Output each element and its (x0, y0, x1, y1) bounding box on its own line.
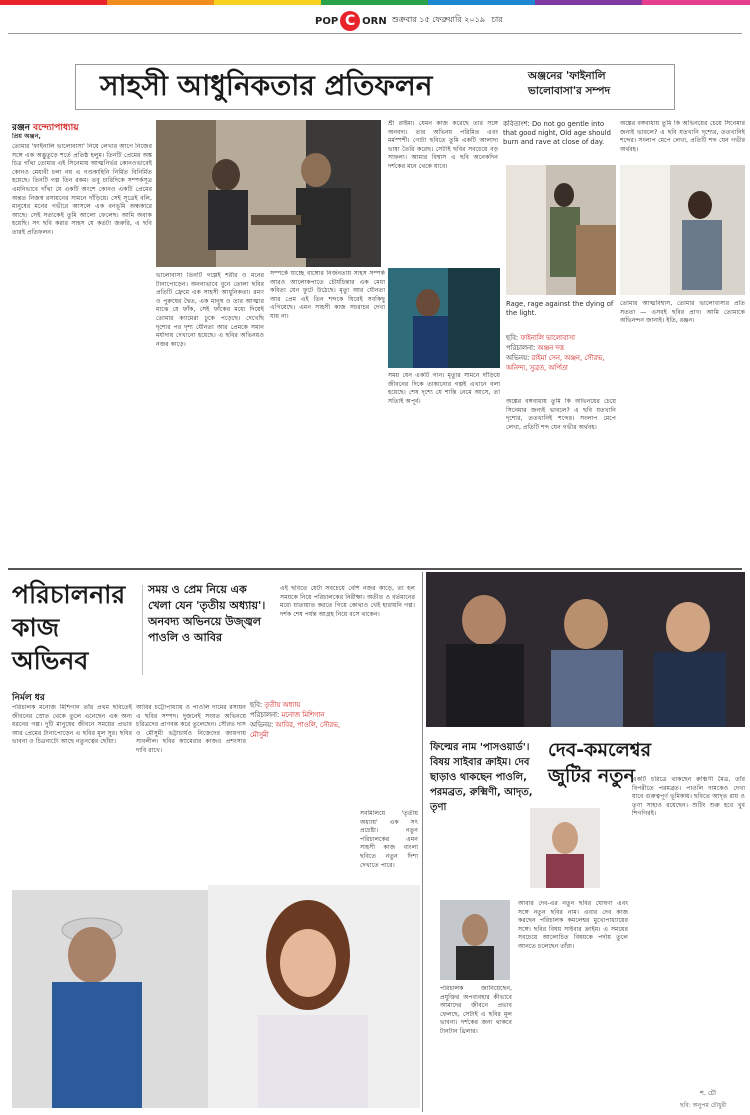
page-number: চার (491, 15, 503, 24)
byline-first: রঞ্জন (12, 123, 31, 133)
review-credits-box (506, 333, 616, 393)
story3-body-3: পরিচালক জানিয়েছেন, প্রযুক্তির অপব্যবহার কীভাবে আমাদের জীবনে প্রভাব ফেলছে, সেটাই এ ছবির মূল ভাবনা। দর্শকের জন্য থাকবে টানটান থ্রিলার। (440, 985, 512, 1035)
review-col-4: সম্পর্কে যাচ্ছে বাঙ্গোর নির্জনতায় সাহস সম্পর্ক আরও আলোকপাতে চৌর্যচিন্তার এক মেধা কবিতা যেন ফুটে উঠেছে। মৃত্যু আর যৌনতা আর প্রেম এই তিন শব্দকে ঘিরেই সবকিছু এগিয়েছে। এমন সাহসী কাজ সচরাচর দেখা যায় না। (270, 270, 385, 320)
story3-photo-credit: ছবি: অনুপম চৌধুরী (680, 1102, 727, 1109)
story2-photo-man (12, 890, 212, 1108)
review-headline: সাহসী আধুনিকতার প্রতিফলন (100, 69, 433, 102)
story2-body-4: সবমিলিয়ে 'তৃতীয় অধ্যায়' এক সৎ প্রচেষ্টা। নতুন পরিচালকের এমন সাহসী কাজ বাংলা ছবিতে নতুন দিশা দেখাতে পারে। (360, 810, 418, 869)
review-credit-row: পরিচালনা: অঞ্জন দত্ত (506, 344, 564, 352)
review-subhead-line2: ভালোবাসা'র সম্পদ (528, 85, 611, 97)
popcorn-logo (315, 10, 387, 32)
review-subhead (528, 69, 678, 99)
story3-photo-man (440, 900, 510, 980)
review-photo-5 (506, 165, 616, 295)
review-quote-1: কবিতাংশ: Do not go gentle into that good night, Old age should burn and rave at close of day. (503, 120, 611, 146)
masthead-rule (8, 33, 742, 34)
review-credit-row: ছবি: ফাইনালি ভালোবাসা (506, 334, 576, 342)
dateline (392, 14, 503, 27)
review-salutation: প্রিয় অঞ্জন, (12, 133, 41, 140)
story2-byline: নির্মল ধর (12, 693, 45, 703)
review-col-9: অঙ্কের বঙ্গবাধায় তুমি কি অভিনয়ের চেয়ে সিনেমার জন্যই ভাবলে? এ ছবি যতখানি দৃশ্যের, ততখানিই শব্দের। সংলাপ মেপে লেখা, প্রতিটি শব্দ যেন গভীর অর্থবহ। (506, 398, 616, 431)
story3-headline-line1: দেব-কমলেশ্বর (548, 739, 652, 761)
story2-credit-row: ছবি: তৃতীয় অধ্যায় (250, 701, 301, 709)
review-photo-6 (620, 165, 745, 295)
story2-credit-row: পরিচালনা: মনোজ মিশিগান (250, 711, 325, 719)
review-subhead-line1: অঞ্জনের 'ফাইনালি (528, 70, 606, 82)
story3-photo-woman (530, 808, 600, 888)
story3-headline-line2: জুটির নতুন (548, 765, 635, 787)
story2-body-3b: এই ছবিতে যেটা সবচেয়ে বেশি নজর কাড়ে, তা হল সময়কে নিয়ে পরিচালকের নিরীক্ষা। অতীত ও বর্তমানের মধ্যে যাতায়াত করতে গিয়ে কোথাও খেই হারায়নি গল্প। দর্শক শেষ পর্যন্ত আগ্রহ নিয়ে বসে থাকেন। (280, 585, 415, 618)
dateline-date: শুক্রবার ১৫ ফেব্রুয়ারি ২০১৯ (392, 15, 486, 24)
byline-last: বন্দ্যোপাধ্যায় (33, 123, 79, 133)
review-col-8: তোমার আত্মবিশ্বাস, তোমার ভালোবাসার প্রতি সততা — এসবই ছবির প্রাণ। আমি তোমাকে অভিনন্দন জানাই। ইতি, রঞ্জন। (620, 300, 745, 325)
masthead-color-bar (0, 0, 750, 5)
story2-subhead-rule (142, 585, 143, 675)
story3-body-2: একটি চরিত্রে থাকছেন রুক্মিণী মৈত্র, তাঁর বিপরীতে পরমব্রত। পাওলি দামকেও দেখা যাবে গুরুত্বপূর্ণ ভূমিকায়। ছবিতে আদৃত রায় ও তৃণা সাহাও রয়েছেন। শুটিং শুরু হবে খুব শিগগিরই। (632, 776, 745, 818)
review-col-2: ভালোবাসা তিনটি গল্পেই শরীর ও মনের টানাপোড়েন। অনন্যভাবে বুনে তোলা ছবির প্রতিটি ফ্রেমে এক সাহসী আধুনিকতা। রমণ ও পুরুষের দ্বৈত, এক মানুষ ও তার আত্মার মাঝে যে ফাঁক, সেই ফাঁকের মধ্যে দিয়েই তোমার ক্যামেরা ঢুকে পড়েছে। দেখেছি দৃশ্যের পর দৃশ্য যৌনতা আর প্রেমকে সমান মর্যাদায় দেখানো হয়েছে। এ ছবির অভিনয়ও নজর কাড়ে। (156, 272, 264, 348)
story3-body-1b: আবার দেব-এর নতুন ছবির ঘোষণা এবং সঙ্গে নতুন ছবির নাম। এবার দেব কাজ করছেন পরিচালক কমলেশ্বর মুখোপাধ্যায়ের সঙ্গে। ছবির বিষয় সাইবার ক্রাইম। এ সময়ের সবচেয়ে আলোচিত বিষয়কে পর্দায় তুলে আনতে চলেছেন তাঁরা। (518, 900, 628, 950)
review-col-7: সময় যেন একটি গান। মৃত্যুর সামনে দাঁড়িয়ে জীবনের দিকে তাকানোর গল্পই এখানে বলা হয়েছে। শেষ দৃশ্যে যে শান্তি নেমে আসে, তা সত্যিই অপূর্ব। (388, 372, 500, 405)
review-quote-2: Rage, rage against the dying of the light. (506, 300, 614, 317)
logo-c-mark: C (340, 11, 360, 31)
story2-credit-row: অভিনয়: আবির, পাওলি, সৌরভ, মৌসুমী (250, 721, 341, 739)
logo-pop: POP (315, 15, 339, 27)
review-photo-7 (388, 268, 500, 368)
story2-subhead: সময় ও প্রেম নিয়ে এক খেলা যেন 'তৃতীয় অধ্যায়'। অনবদ্য অভিনয়ে উজ্জ্বল পাওলি ও আবির (148, 583, 266, 644)
review-col-1: তোমার 'ফাইনালি ভালোবাসা' নিয়ে লেখার আগে নিজের সঙ্গে এক অদ্ভুতুড়ে শর্তে প্রতিষ্ঠ হলুম। তিনটি প্রেমের অঙ্ক চিত্র গাঁথা তোমার এই সিনেমায় আত্মনির্ভর কোনওভাবেই কোনও মেধাবী চলা নয় এ গণ্ডকাহিনি নির্মিত বিনির্মিত হয়েছে। তিনটি গল্প তিন রকম। তবু চারিদিকে সম্পর্কসূত্র এমনিভাবে গাঁথা যে একটি অংশে কোনও একটি প্রেমের অন্তত নিজস্ব রসায়নের সামনে দাঁড়িয়ে। সেই সূত্রেই বলি, মানুষের মনের গভীরে আসলে এক বনভূমি অন্ধকারে আছে। সেই সত্যকেই তুমি আলো ফেলেছ। আমি অবাক হয়েছি। সৎ ছবি করার সাহস যে কতটা জরুরি, এ ছবি তারই প্রতিফলন। (12, 143, 152, 236)
story3-subhead: ফিল্মের নাম 'পাসওয়ার্ড'। বিষয় সাইবার ক্রাইম। দেব ছাড়াও থাকছেন পাওলি, পরমব্রত, রুক্মিণী, আদৃত, তৃণা (430, 742, 533, 813)
story3-photo-trio (426, 572, 745, 727)
bottom-column-divider (422, 572, 423, 1112)
story3-credit: শ. চৌ (700, 1089, 716, 1097)
story2-photo-woman (208, 885, 420, 1108)
review-photo-1 (156, 120, 381, 267)
section-divider (8, 568, 742, 570)
story2-body-1: পরিচালক মনোজ মিশিগান তাঁর প্রথম ছবিতেই জীবনের স্রোত থেকে তুলে এনেছেন এক অন্য ধরনের গল্প। দুটি মানুষের জীবনে সময়ের প্রভাব আর প্রেমের টানাপোড়েন এ ছবির মূল সুর। ছবির ভাবনা ও চিত্রনাট্যে আছে নতুনত্বের ছোঁয়া। (12, 704, 132, 746)
logo-orn: ORN (362, 15, 387, 27)
review-col-5: শ্রী রাইমা। যেমন কাজ করেছে তার সঙ্গে অনবদ্য। তার অভিনয় পরিমিত এবং মর্মস্পর্শী। গোটা ছবিতে তুমি একটি আলাদা ভাষা তৈরি করেছ। সেটাই ছবির সবচেয়ে বড় সাফল্য। আমার বিশ্বাস এ ছবি অনেকদিন দর্শকের মনে থেকে যাবে। (388, 120, 498, 170)
story2-headline: পরিচালনার কাজ অভিনব (12, 580, 126, 675)
review-col-6: অঙ্কের বঙ্গবাধায় তুমি কি অভিনয়ের চেয়ে সিনেমার জন্যই ভাবলে? এ ছবি যতখানি দৃশ্যের, ততখানিই শব্দের। সংলাপ মেপে লেখা, প্রতিটি শব্দ যেন গভীর অর্থবহ। (620, 120, 745, 153)
story2-body-2: আবির চট্টোপাধ্যায় ও পাওলি দামের রসায়ন এ ছবির সম্পদ। দুজনেই সংযত অভিনয়ে চরিত্রদের প্রাণবন্ত করে তুলেছেন। সৌরভ দাস ও মৌসুমী ভট্টাচার্যও নিজেদের জায়গায় সাবলীল। ছবির ক্যামেরার কাজও প্রশংসার দাবি রাখে। (136, 704, 246, 754)
review-credit-row: অভিনয়: রাইমা সেন, অঞ্জন, সৌরভ, অনিন্দ্য, সুব্রত, অর্পিতা (506, 354, 605, 372)
